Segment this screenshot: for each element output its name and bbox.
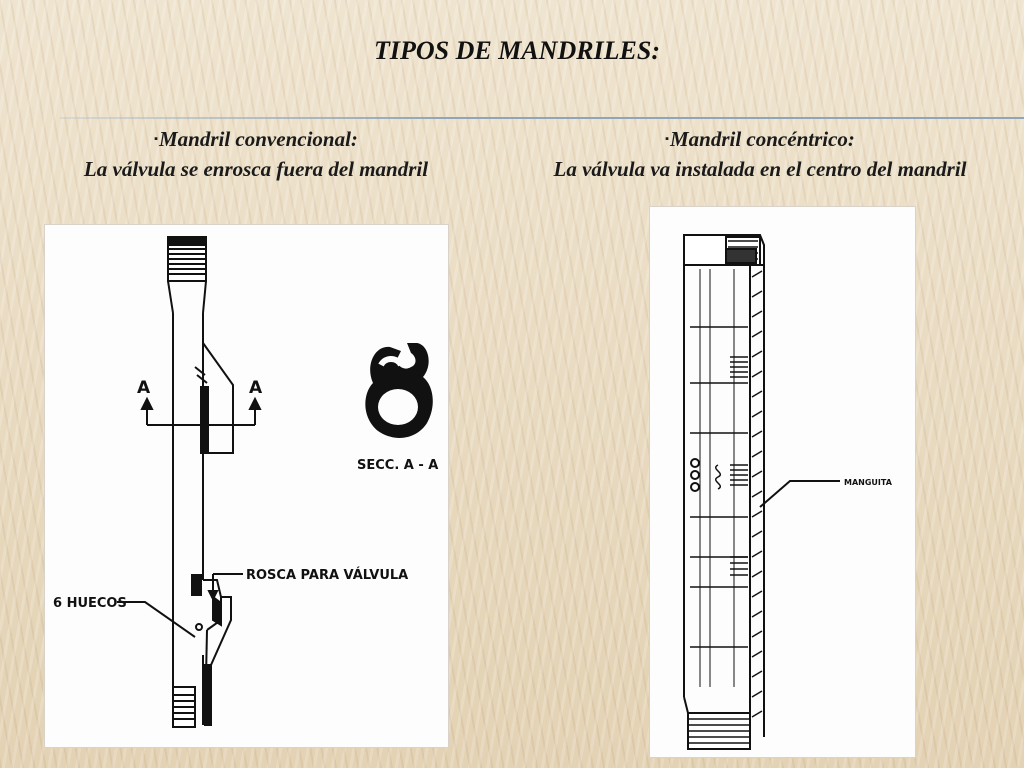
- left-caption: [36, 124, 476, 184]
- bullet-icon: ▪: [154, 133, 158, 145]
- sleeve-label: MANGUITA: [844, 478, 892, 487]
- conventional-mandrel-drawing: [45, 225, 448, 747]
- concentric-mandrel-drawing: [650, 207, 915, 757]
- section-marker-right: A: [249, 378, 263, 398]
- left-description: La válvula se enrosca fuera del mandril: [83, 157, 429, 181]
- thread-label: ROSCA PARA VÁLVULA: [246, 568, 409, 583]
- right-heading: Mandril concéntrico:: [669, 127, 855, 151]
- conventional-mandrel-figure: [44, 224, 449, 748]
- bullet-icon: ▪: [665, 133, 669, 145]
- section-marker-left: A: [137, 378, 151, 398]
- section-a-a-shape: [365, 343, 432, 438]
- left-heading-line: [36, 124, 476, 154]
- holes-label: 6 HUECOS: [53, 596, 127, 611]
- left-heading: Mandril convencional:: [158, 127, 358, 151]
- right-description: La válvula va instalada en el centro del mandril: [553, 157, 967, 181]
- right-heading-line: [500, 124, 1020, 154]
- concentric-mandrel-figure: [649, 206, 916, 758]
- right-caption: [500, 124, 1020, 184]
- slide-title: TIPOS DE MANDRILES:: [373, 36, 661, 65]
- title-divider: [60, 117, 1024, 119]
- section-label: SECC. A - A: [357, 458, 439, 473]
